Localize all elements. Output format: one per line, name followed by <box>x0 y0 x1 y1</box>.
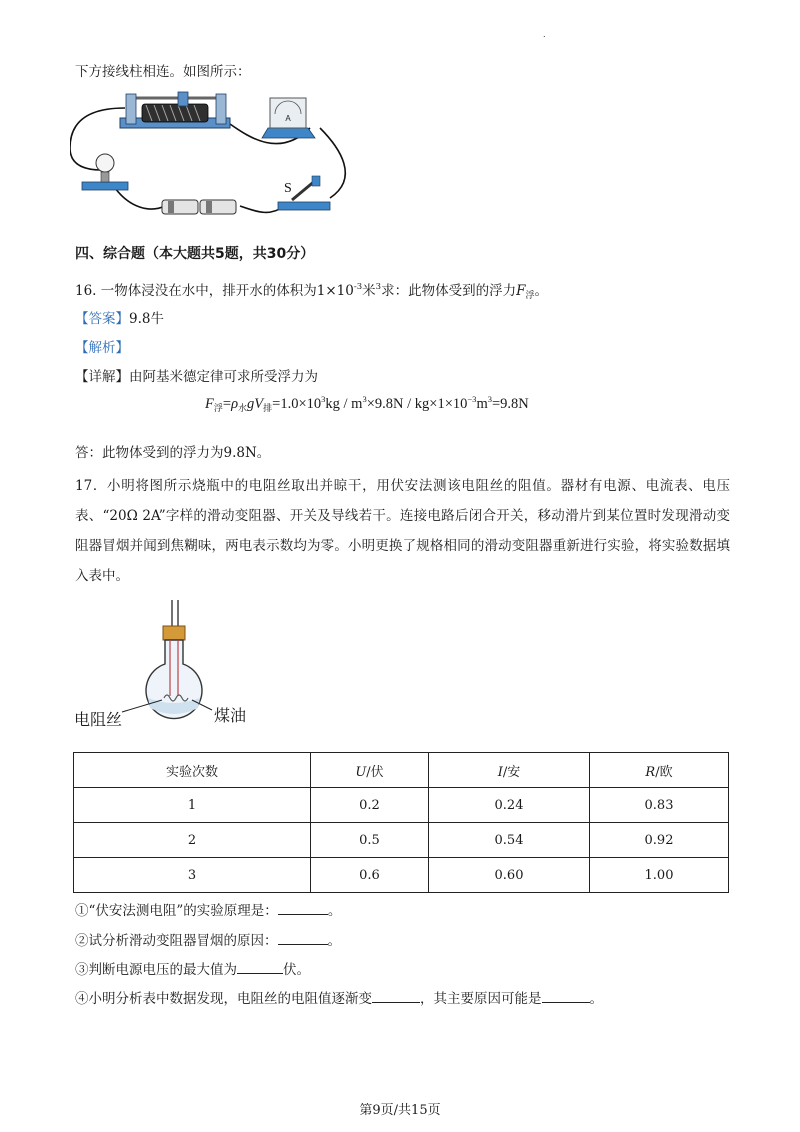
svg-text:S: S <box>284 181 292 196</box>
analysis-label: 【解析】 <box>75 340 129 356</box>
answer-line <box>75 309 164 329</box>
answer-blank <box>372 988 420 1003</box>
ammeter <box>262 98 315 138</box>
lamp <box>82 154 128 190</box>
detail-text: 由阿基米德定律可求所受浮力为 <box>129 369 318 385</box>
resistance-wire-label: 电阻丝 <box>74 710 123 729</box>
buoyancy-formula: $F_浮=\rho_水gV_排=1.0\times 10^3kg / m^3\times 9.8N / kg\times 1\times 10^{-3}m^3=9.8N$ <box>205 394 529 413</box>
table-row: 1 0.2 0.24 0.83 <box>74 788 729 823</box>
sub-question-3: ③判断电源电压的最大值为 伏。 <box>75 959 310 980</box>
answer-blank <box>278 900 328 915</box>
header-cell: 实验次数 <box>74 753 311 788</box>
header-cell: U/伏 <box>311 753 429 788</box>
section-header: 四、综合题（本大题共5题，共30分） <box>75 246 315 262</box>
switch <box>278 176 330 210</box>
question-17: 17．小明将图所示烧瓶中的电阻丝取出并晾干，用伏安法测该电阻丝的阻值。器材有电源、电流表、电压表、“20Ω 2A”字样的滑动变阻器、开关及导线若干。连接电路后闭合开关，移动滑片到某位置时发现滑动变阻器冒烟并闻到焦糊味，两电表示数均为零。小明更换了规格相同的滑动变阻器重新进行实验，将实验数据填入表中。 <box>75 478 730 584</box>
table-row: 2 0.5 0.54 0.92 <box>74 823 729 858</box>
answer-blank <box>542 988 590 1003</box>
circuit-figure <box>70 88 360 228</box>
svg-text:A: A <box>285 114 291 123</box>
answer-label: 【答案】 <box>75 311 129 327</box>
answer-value: 9.8牛 <box>129 311 164 327</box>
sub-question-4: ④小明分析表中数据发现，电阻丝的电阻值逐渐变 ，其主要原因可能是 。 <box>75 988 603 1009</box>
header-cell: I/安 <box>429 753 590 788</box>
sub-question-1: ①“伏安法测电阻”的实验原理是： 。 <box>75 900 341 921</box>
wire-right <box>320 128 345 198</box>
answer-blank <box>237 959 283 974</box>
kerosene-label: 煤油 <box>214 706 247 725</box>
question-16: 16. 一物体浸没在水中，排开水的体积为$1\times 10^{-3}$米$^3$求：此物体受到的浮力$F_浮$。 <box>75 282 548 301</box>
top-note: 下方接线柱相连。如图所示： <box>75 64 251 80</box>
detail-line <box>75 367 318 387</box>
header-cell: R/欧 <box>590 753 729 788</box>
rheostat <box>120 92 230 128</box>
wire-bottom-left <box>115 188 165 209</box>
conclusion: 答：此物体受到的浮力为9.8N。 <box>75 445 271 461</box>
corner-mark: . <box>543 30 546 39</box>
data-table <box>73 752 729 893</box>
page-footer: 第9页/共15页 <box>359 1103 441 1118</box>
sub-question-2: ②试分析滑动变阻器冒烟的原因： 。 <box>75 930 341 951</box>
battery <box>162 200 236 214</box>
table-header-row <box>74 753 729 788</box>
table-row: 3 0.6 0.60 1.00 <box>74 858 729 893</box>
answer-blank <box>278 930 328 945</box>
detail-label: 【详解】 <box>75 369 129 385</box>
